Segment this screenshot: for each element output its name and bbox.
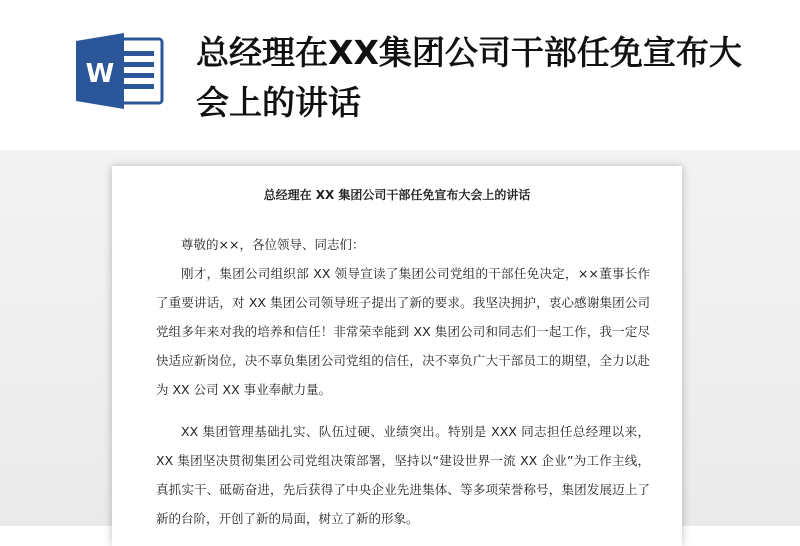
svg-text:W: W	[85, 59, 115, 89]
document-title: 总经理在 XX 集团公司干部任免宣布大会上的讲话	[263, 188, 531, 202]
page-title: 总经理在XX集团公司干部任免宣布大会上的讲话	[196, 33, 742, 122]
paragraph-2: XX 集团管理基础扎实、队伍过硬、业绩突出。特别是 XXX 同志担任总经理以来，XX 集团坚决贯彻集团公司党组决策部署，坚持以“建设世界一流 XX 企业”为工作主线，真抓实干、砥砺奋进，先后获得了中央企业先进集体、等多项荣誉称号，集团发展迈上了新的台阶，开创了新的局面，树立了新的形象。	[156, 424, 650, 526]
header	[0, 0, 800, 150]
word-icon	[76, 33, 166, 109]
salutation: 尊敬的××，各位领导、同志们：	[181, 237, 365, 252]
document-page	[112, 166, 682, 546]
paragraph-1: 刚才，集团公司组织部 XX 领导宣读了集团公司党组的干部任免决定，××董事长作了重要讲话，对 XX 集团公司领导班子提出了新的要求。我坚决拥护，衷心感谢集团公司党组多年来对我的培养和信任！非常荣幸能到 XX 集团公司和同志们一起工作，我一定尽快适应新岗位，决不辜负集团公司党组的信任，决不辜负广大干部员工的期望，全力以赴为 XX 公司 XX 事业奉献力量。	[156, 266, 650, 397]
